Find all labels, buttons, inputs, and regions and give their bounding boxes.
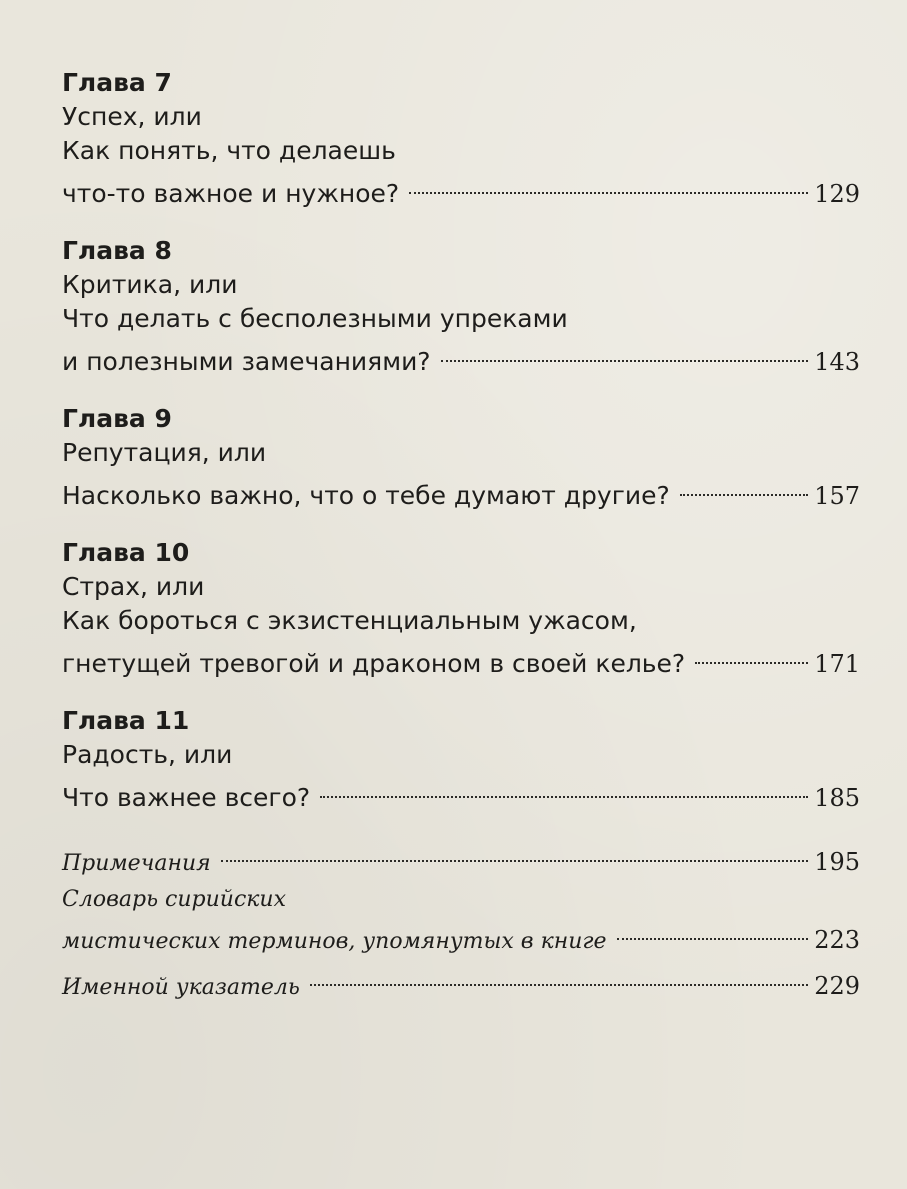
page-number: 157 bbox=[814, 482, 860, 510]
chapter-title-line: Что важнее всего? bbox=[62, 783, 311, 812]
dot-leader bbox=[695, 638, 808, 672]
chapter-title-line: Успех, или bbox=[62, 102, 202, 131]
toc-entry-row bbox=[62, 916, 860, 954]
chapter-title-line: Что делать с бесполезными упреками bbox=[62, 304, 568, 333]
dot-leader bbox=[617, 916, 809, 948]
chapter-title-line: Репутация, или bbox=[62, 438, 267, 467]
page-number: 195 bbox=[814, 848, 860, 876]
chapter-label: Глава 10 bbox=[62, 538, 190, 567]
page-number: 143 bbox=[814, 348, 860, 376]
dot-leader bbox=[320, 772, 808, 806]
table-of-contents bbox=[62, 66, 860, 1008]
chapter-title-line: гнетущей тревогой и драконом в своей келье? bbox=[62, 649, 686, 678]
toc-entry-row bbox=[62, 336, 860, 376]
toc-entry-row bbox=[62, 962, 860, 1000]
page-number: 129 bbox=[814, 180, 860, 208]
dot-leader bbox=[441, 336, 809, 370]
back-matter-title: Примечания bbox=[62, 851, 211, 876]
toc-chapter-8 bbox=[62, 234, 860, 376]
back-matter-title: мистических терминов, упомянутых в книге bbox=[62, 929, 607, 954]
page-number: 171 bbox=[814, 650, 860, 678]
toc-chapter-10 bbox=[62, 536, 860, 678]
chapter-title-line: Как понять, что делаешь bbox=[62, 136, 396, 165]
chapter-title-line: что-то важное и нужное? bbox=[62, 179, 400, 208]
chapter-title-line: Радость, или bbox=[62, 740, 233, 769]
toc-entry-row bbox=[62, 772, 860, 812]
dot-leader bbox=[409, 168, 808, 202]
toc-entry-row bbox=[62, 470, 860, 510]
page-number: 223 bbox=[814, 926, 860, 954]
chapter-label: Глава 7 bbox=[62, 68, 172, 97]
chapter-label: Глава 8 bbox=[62, 236, 172, 265]
toc-glossary bbox=[62, 884, 860, 954]
chapter-title-line: Критика, или bbox=[62, 270, 238, 299]
page-number: 185 bbox=[814, 784, 860, 812]
chapter-label: Глава 9 bbox=[62, 404, 172, 433]
toc-entry-row bbox=[62, 838, 860, 876]
toc-chapter-11 bbox=[62, 704, 860, 812]
toc-name-index bbox=[62, 962, 860, 1000]
dot-leader bbox=[221, 838, 808, 870]
toc-entry-row bbox=[62, 638, 860, 678]
chapter-title-line: Насколько важно, что о тебе думают другие? bbox=[62, 481, 670, 510]
dot-leader bbox=[310, 962, 808, 994]
chapter-label: Глава 11 bbox=[62, 706, 190, 735]
back-matter-title: Словарь сирийских bbox=[62, 887, 287, 912]
toc-chapter-7 bbox=[62, 66, 860, 208]
toc-chapter-9 bbox=[62, 402, 860, 510]
dot-leader bbox=[680, 470, 808, 504]
back-matter-title: Именной указатель bbox=[62, 975, 300, 1000]
chapter-title-line: Как бороться с экзистенциальным ужасом, bbox=[62, 606, 637, 635]
chapter-title-line: и полезными замечаниями? bbox=[62, 347, 431, 376]
toc-entry-row bbox=[62, 168, 860, 208]
chapter-title-line: Страх, или bbox=[62, 572, 205, 601]
page-number: 229 bbox=[814, 972, 860, 1000]
back-matter bbox=[62, 838, 860, 1000]
toc-notes bbox=[62, 838, 860, 876]
